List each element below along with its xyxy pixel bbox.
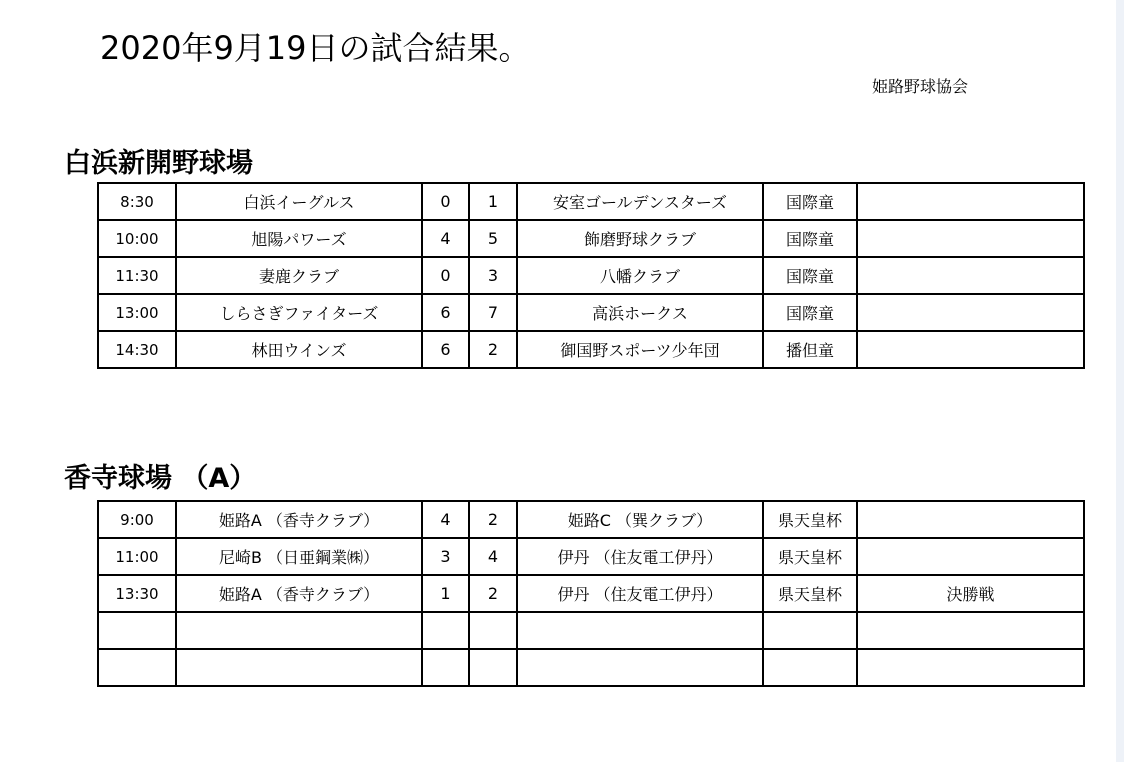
game-time: 9:00 [98, 501, 176, 538]
home-score [422, 649, 469, 686]
viewer-scroll-area[interactable] [1116, 0, 1124, 762]
table-row [98, 575, 1084, 612]
game-note: 決勝戦 [857, 575, 1084, 612]
home-score: 0 [422, 257, 469, 294]
results-table [97, 182, 1085, 369]
away-team: 八幡クラブ [517, 257, 763, 294]
game-category [763, 649, 857, 686]
away-team [517, 649, 763, 686]
table-row [98, 501, 1084, 538]
game-time: 13:00 [98, 294, 176, 331]
away-score: 3 [469, 257, 517, 294]
away-score: 1 [469, 183, 517, 220]
away-team: 高浜ホークス [517, 294, 763, 331]
venue-title: 香寺球場 （A） [64, 463, 257, 494]
game-category: 播但童 [763, 331, 857, 368]
table-row [98, 294, 1084, 331]
home-score: 4 [422, 501, 469, 538]
game-category: 県天皇杯 [763, 501, 857, 538]
home-team: 姫路A （香寺クラブ） [176, 501, 422, 538]
away-score: 2 [469, 501, 517, 538]
results-table [97, 500, 1085, 687]
page-title: 2020年9月19日の試合結果。 [100, 29, 531, 67]
game-time: 11:00 [98, 538, 176, 575]
home-score: 1 [422, 575, 469, 612]
game-time [98, 612, 176, 649]
home-score [422, 612, 469, 649]
away-team: 伊丹 （住友電工伊丹） [517, 538, 763, 575]
away-team: 御国野スポーツ少年団 [517, 331, 763, 368]
game-time: 13:30 [98, 575, 176, 612]
game-note [857, 294, 1084, 331]
game-category: 県天皇杯 [763, 538, 857, 575]
away-score [469, 612, 517, 649]
game-time: 8:30 [98, 183, 176, 220]
home-team [176, 612, 422, 649]
home-team: しらさぎファイターズ [176, 294, 422, 331]
away-score [469, 649, 517, 686]
home-team: 林田ウインズ [176, 331, 422, 368]
home-score: 0 [422, 183, 469, 220]
game-note [857, 220, 1084, 257]
away-score: 2 [469, 575, 517, 612]
game-time [98, 649, 176, 686]
game-category [763, 612, 857, 649]
home-team: 旭陽パワーズ [176, 220, 422, 257]
away-team: 安室ゴールデンスターズ [517, 183, 763, 220]
home-team: 白浜イーグルス [176, 183, 422, 220]
home-score: 4 [422, 220, 469, 257]
game-note [857, 649, 1084, 686]
home-score: 6 [422, 294, 469, 331]
organization-name: 姫路野球協会 [872, 77, 969, 96]
home-score: 3 [422, 538, 469, 575]
game-category: 国際童 [763, 294, 857, 331]
table-row [98, 220, 1084, 257]
away-team: 伊丹 （住友電工伊丹） [517, 575, 763, 612]
table-row [98, 538, 1084, 575]
away-score: 4 [469, 538, 517, 575]
game-time: 14:30 [98, 331, 176, 368]
away-score: 5 [469, 220, 517, 257]
home-team: 尼崎B （日亜鋼業㈱） [176, 538, 422, 575]
game-category: 国際童 [763, 183, 857, 220]
away-team: 飾磨野球クラブ [517, 220, 763, 257]
away-team: 姫路C （巽クラブ） [517, 501, 763, 538]
home-team: 姫路A （香寺クラブ） [176, 575, 422, 612]
away-team [517, 612, 763, 649]
table-row [98, 649, 1084, 686]
home-score: 6 [422, 331, 469, 368]
game-time: 11:30 [98, 257, 176, 294]
game-note [857, 501, 1084, 538]
table-row [98, 331, 1084, 368]
game-category: 国際童 [763, 257, 857, 294]
game-category: 県天皇杯 [763, 575, 857, 612]
table-row [98, 183, 1084, 220]
game-note [857, 257, 1084, 294]
away-score: 2 [469, 331, 517, 368]
home-team: 妻鹿クラブ [176, 257, 422, 294]
game-category: 国際童 [763, 220, 857, 257]
game-note [857, 331, 1084, 368]
home-team [176, 649, 422, 686]
table-row [98, 257, 1084, 294]
game-note [857, 612, 1084, 649]
game-time: 10:00 [98, 220, 176, 257]
table-row [98, 612, 1084, 649]
away-score: 7 [469, 294, 517, 331]
game-note [857, 183, 1084, 220]
venue-title: 白浜新開野球場 [64, 148, 253, 179]
game-note [857, 538, 1084, 575]
